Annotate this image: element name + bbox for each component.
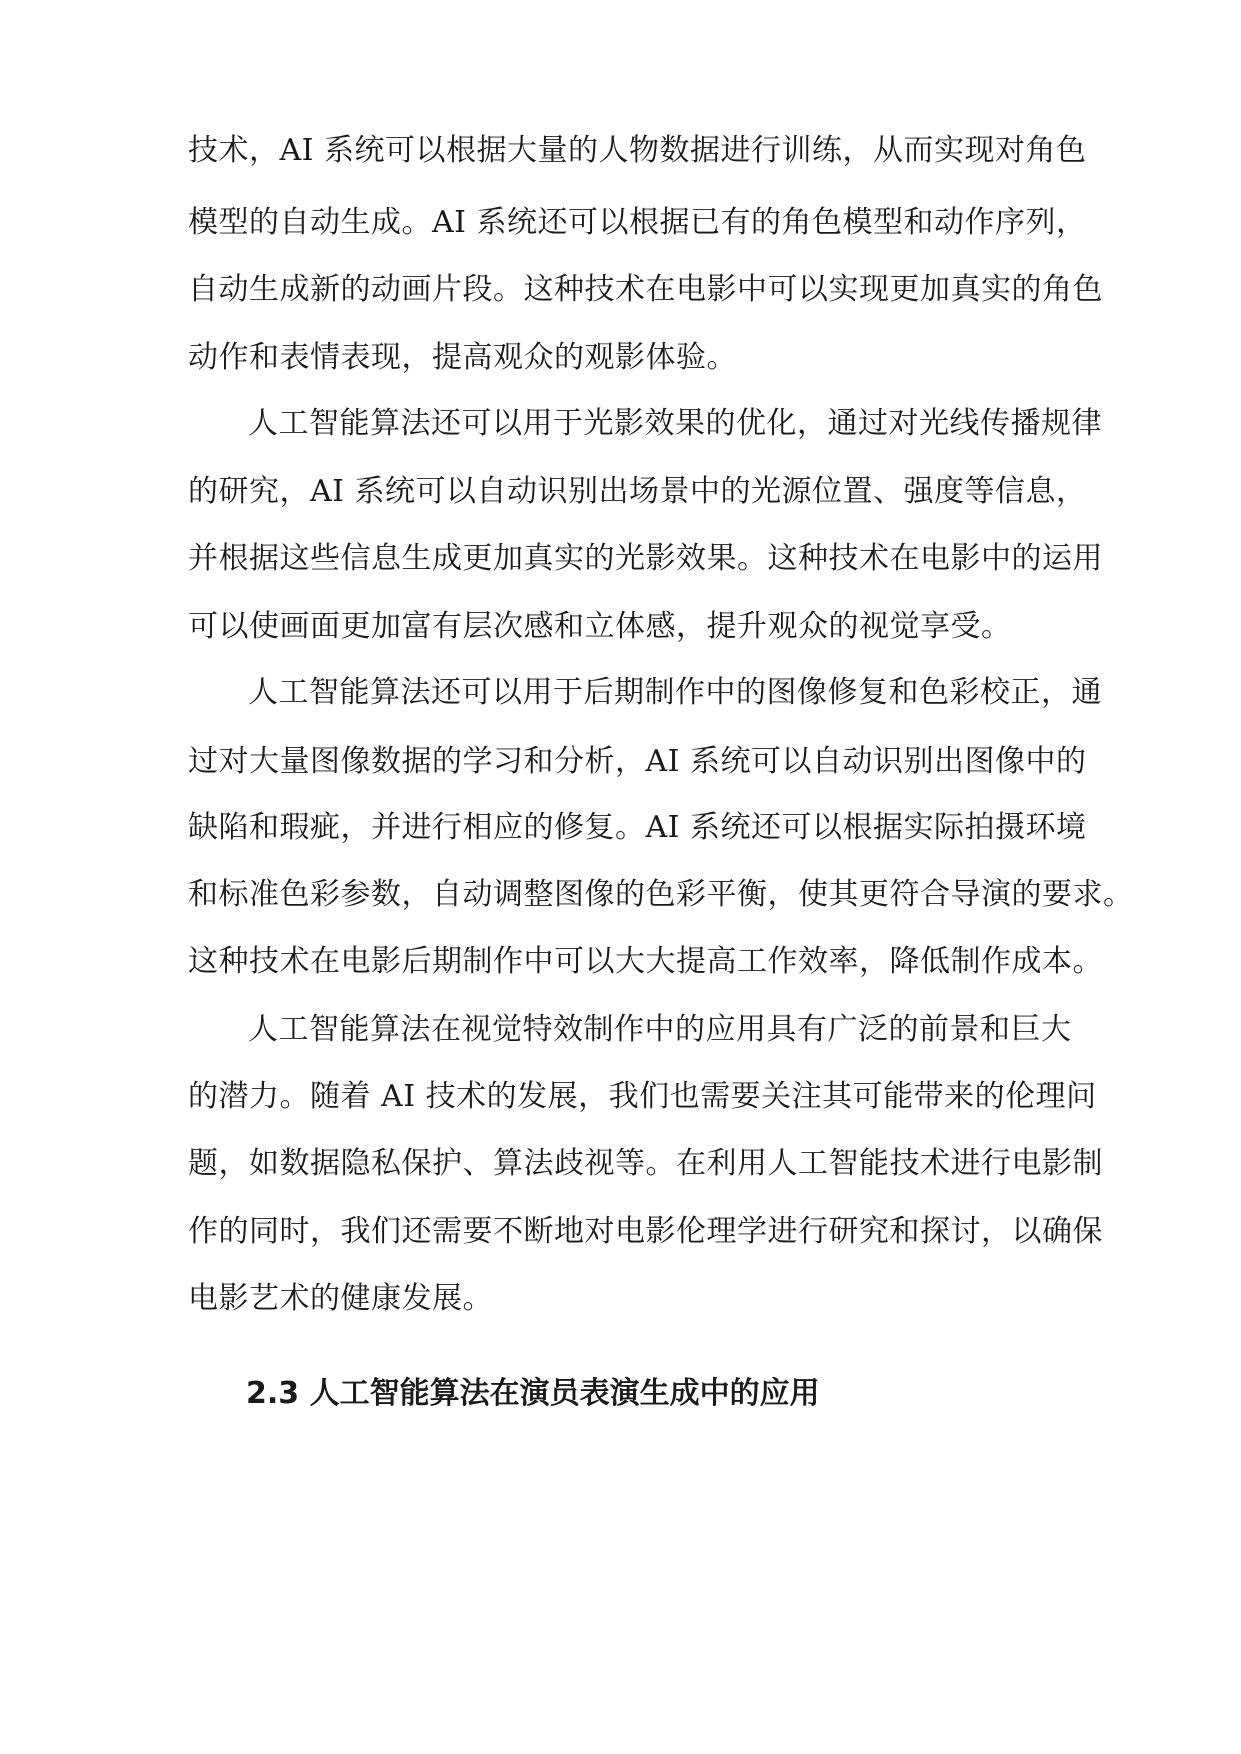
- paragraph-2-line-2: 的研究，AI 系统可以自动识别出场景中的光源位置、强度等信息，: [188, 474, 1087, 509]
- paragraph-3-line-5: 这种技术在电影后期制作中可以大大提高工作效率，降低制作成本。: [188, 944, 1103, 979]
- paragraph-1-line-1: 技术，AI 系统可以根据大量的人物数据进行训练，从而实现对角色: [188, 133, 1087, 168]
- paragraph-4-line-4: 作的同时，我们还需要不断地对电影伦理学进行研究和探讨，以确保: [188, 1214, 1103, 1249]
- section-heading: 2.3 人工智能算法在演员表演生成中的应用: [246, 1376, 820, 1411]
- paragraph-1-line-3: 自动生成新的动画片段。这种技术在电影中可以实现更加真实的角色: [188, 272, 1103, 307]
- paragraph-2-line-1: 人工智能算法还可以用于光影效果的优化，通过对光线传播规律: [248, 406, 1102, 441]
- paragraph-3-line-2: 过对大量图像数据的学习和分析，AI 系统可以自动识别出图像中的: [188, 744, 1087, 779]
- paragraph-4-line-5: 电影艺术的健康发展。: [188, 1281, 493, 1316]
- paragraph-4-line-2: 的潜力。随着 AI 技术的发展，我们也需要关注其可能带来的伦理问: [188, 1079, 1097, 1114]
- paragraph-3-line-1: 人工智能算法还可以用于后期制作中的图像修复和色彩校正，通: [248, 675, 1102, 710]
- paragraph-2-line-3: 并根据这些信息生成更加真实的光影效果。这种技术在电影中的运用: [188, 541, 1103, 576]
- paragraph-1-line-2: 模型的自动生成。AI 系统还可以根据已有的角色模型和动作序列，: [188, 205, 1087, 240]
- paragraph-4-line-1: 人工智能算法在视觉特效制作中的应用具有广泛的前景和巨大: [248, 1012, 1072, 1047]
- paragraph-3-line-3: 缺陷和瑕疵，并进行相应的修复。AI 系统还可以根据实际拍摄环境: [188, 810, 1087, 845]
- paragraph-1-line-4: 动作和表情表现，提高观众的观影体验。: [188, 340, 737, 375]
- paragraph-3-line-4: 和标准色彩参数，自动调整图像的色彩平衡，使其更符合导演的要求。: [188, 877, 1134, 912]
- paragraph-4-line-3: 题，如数据隐私保护、算法歧视等。在利用人工智能技术进行电影制: [188, 1146, 1103, 1181]
- paragraph-2-line-4: 可以使画面更加富有层次感和立体感，提升观众的视觉享受。: [188, 609, 1012, 644]
